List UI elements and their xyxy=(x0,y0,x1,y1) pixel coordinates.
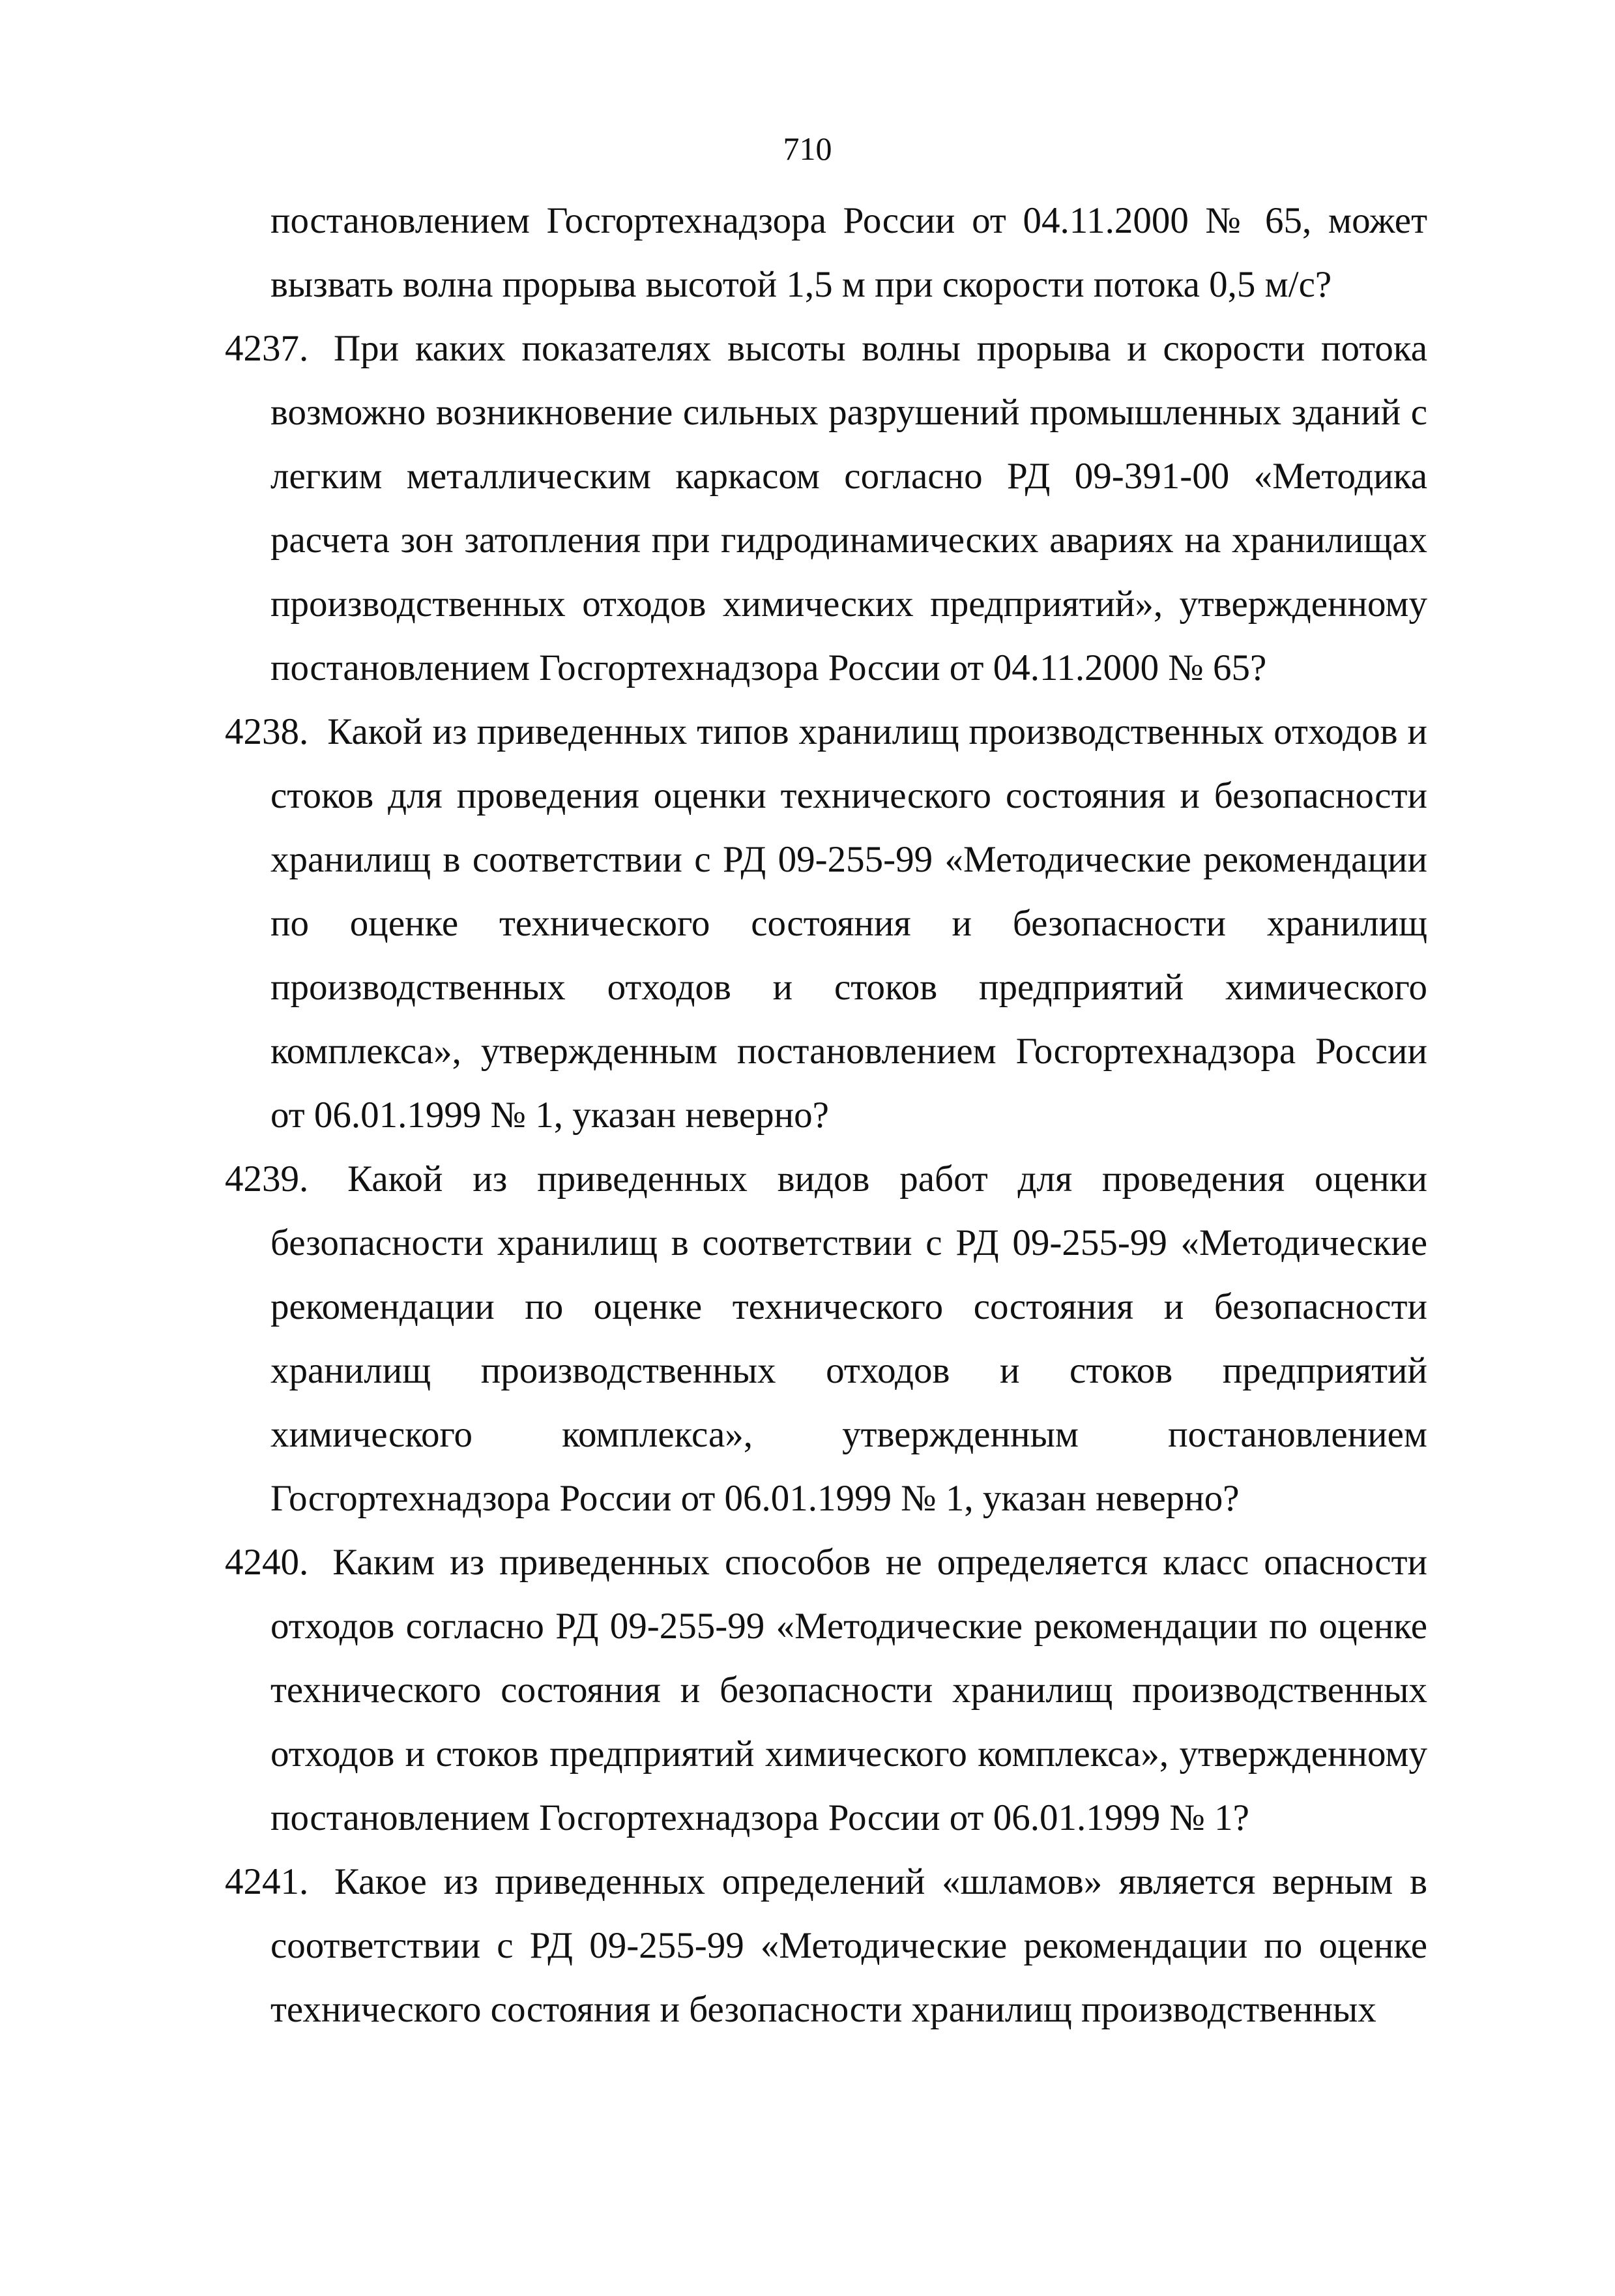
question-4241 xyxy=(225,1850,1427,2042)
question-number: 4241. xyxy=(225,1861,309,1902)
question-text: Каким из приведенных способов не определяется класс опасности отходов согласно РД 09-255-99 «Методические рекомендации по оценке технического состояния и безопасности хранилищ производственных отходов и стоков предприятий химического комплекса», утвержденному постановлением Госгортехнадзора России от 06.01.1999 № 1? xyxy=(270,1542,1428,1838)
question-text: Какой из приведенных видов работ для проведения оценки безопасности хранилищ в соответствии с РД 09-255-99 «Методические рекомендации по оценке технического состояния и безопасности хранилищ производственных отходов и стоков предприятий химического комплекса», утвержденным постановлением Госгортехнадзора России от 06.01.1999 № 1, указан неверно? xyxy=(270,1158,1427,1519)
question-4239 xyxy=(225,1147,1427,1531)
question-number: 4240. xyxy=(225,1542,309,1583)
question-text: При каких показателях высоты волны прорыва и скорости потока возможно возникновение сильных разрушений промышленных зданий с легким металлическим каркасом согласно РД 09-391-00 «Методика расчета зон затопления при гидродинамических авариях на хранилищах производственных отходов химических предприятий», утвержденному постановлением Госгортехнадзора России от 04.11.2000 № 65? xyxy=(270,328,1427,688)
question-number: 4238. xyxy=(225,711,309,752)
question-number: 4237. xyxy=(225,328,309,369)
question-text: Какое из приведенных определений «шламов» является верным в соответствии с РД 09-255-99 «Методические рекомендации по оценке технического состояния и безопасности хранилищ производственных xyxy=(270,1861,1428,2030)
question-4238 xyxy=(225,700,1427,1147)
page-number: 710 xyxy=(783,130,832,167)
question-text: Какой из приведенных типов хранилищ производственных отходов и стоков для проведения оценки технического состояния и безопасности хранилищ в соответствии с РД 09-255-99 «Методические рекомендации по оценке технического состояния и безопасности хранилищ производственных отходов и стоков предприятий химического комплекса», утвержденным постановлением Госгортехнадзора России от 06.01.1999 № 1, указан неверно? xyxy=(270,711,1428,1136)
document-body xyxy=(225,189,1427,2042)
question-number: 4239. xyxy=(225,1158,309,1200)
question-4240 xyxy=(225,1531,1427,1850)
question-4237 xyxy=(225,317,1427,700)
continuation-paragraph: постановлением Госгортехнадзора России от 04.11.2000 № 65, может вызвать волна прорыва высотой 1,5 м при скорости потока 0,5 м/с? xyxy=(270,200,1427,305)
